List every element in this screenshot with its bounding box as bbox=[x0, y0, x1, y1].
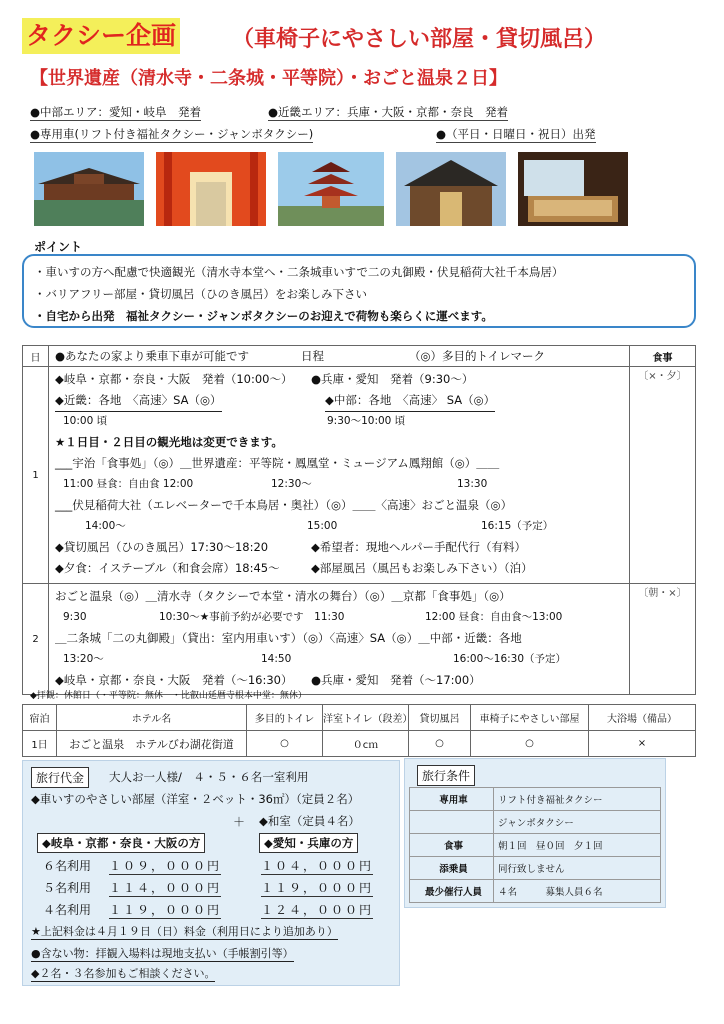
day1-depart-b: ●兵庫・愛知 発着（9:30〜） bbox=[311, 372, 474, 386]
hotel-cell: ○ bbox=[409, 731, 471, 757]
price-note-small-group: ◆２名・３名参加もご相談ください。 bbox=[31, 967, 216, 980]
day1-room-bath: ◆部屋風呂（風呂もお楽しみ下さい）（泊） bbox=[311, 561, 533, 575]
day2-schedule bbox=[49, 584, 630, 695]
price-area-b: １１９，０００円 bbox=[261, 881, 374, 895]
day2-time: 12:00 昼食：自由食〜13:00 bbox=[425, 611, 563, 623]
photo-nijo-castle bbox=[396, 152, 506, 226]
page-subtitle: （車椅子にやさしい部屋・貸切風呂） bbox=[232, 27, 607, 52]
price-label: 旅行代金 bbox=[31, 767, 89, 788]
photo-hinoki-bath bbox=[518, 152, 628, 226]
area-b-header: ◆愛知・兵庫の方 bbox=[259, 833, 358, 853]
room-japanese: ◆和室（定員４名） bbox=[259, 814, 360, 828]
hotel-header: 貸切風呂 bbox=[409, 705, 471, 731]
price-area-a: １０９，０００円 bbox=[109, 859, 222, 873]
day1-time-b: 9:30〜10:00 頃 bbox=[327, 415, 406, 427]
day2-return-b: ●兵庫・愛知 発着（〜17:00） bbox=[311, 673, 481, 687]
cond-key: 添乗員 bbox=[410, 857, 494, 880]
price-box bbox=[22, 760, 400, 986]
hotel-cell: × bbox=[589, 731, 696, 757]
point-item: ・自宅から出発 福祉タクシー・ジャンボタクシーのお迎えで荷物も楽らくに運べます。 bbox=[34, 309, 493, 323]
itinerary-table bbox=[22, 345, 696, 695]
day1-time: 16:15（予定） bbox=[481, 520, 554, 532]
col-day: 日 bbox=[23, 346, 49, 367]
day1-fushimi-ogoto: ___伏見稲荷大社（エレベーターで千本鳥居・奥社）（◎）＿＿〈高速〉おごと温泉（◎） bbox=[55, 498, 513, 512]
conditions-box bbox=[404, 758, 666, 908]
area-a-header: ◆岐阜・京都・奈良・大阪の方 bbox=[37, 833, 205, 853]
day1-schedule bbox=[49, 367, 630, 584]
day1-change-note: ★１日目・２日目の観光地は変更できます。 bbox=[55, 435, 283, 449]
hotel-header: 車椅子にやさしい部屋 bbox=[471, 705, 589, 731]
price-area-b: １０４，０００円 bbox=[261, 859, 374, 873]
conditions-label: 旅行条件 bbox=[417, 765, 475, 786]
day2-time: 14:50 bbox=[261, 653, 292, 665]
points-box bbox=[22, 254, 696, 328]
schedule-label: 日程 bbox=[301, 349, 324, 363]
day1-private-bath: ◆貸切風呂（ひのき風呂）17:30〜18:20 bbox=[55, 540, 269, 554]
price-note-excluded: ●含ない物：拝観入場料は現地支払い（手帳割引等） bbox=[31, 947, 294, 960]
photo-pagoda bbox=[278, 152, 384, 226]
photo-byodoin bbox=[34, 152, 144, 226]
hotel-cell: ○ bbox=[247, 731, 323, 757]
hotel-header: 大浴場（備品） bbox=[589, 705, 696, 731]
price-row-label: ４名利用 bbox=[43, 903, 92, 917]
day2-time: 10:30〜★事前予約が必要です 11:30 bbox=[159, 611, 345, 623]
cond-key: 専用車 bbox=[410, 788, 494, 811]
day2-kiyomizu: おごと温泉（◎）＿清水寺（タクシーで本堂・清水の舞台）（◎）＿京都「食事処」（◎） bbox=[55, 589, 511, 603]
day1-number: 1 bbox=[23, 367, 49, 584]
day2-time: 16:00〜16:30（予定） bbox=[453, 653, 567, 665]
price-area-b: １２４，０００円 bbox=[261, 903, 374, 917]
cond-key bbox=[410, 811, 494, 834]
area-chubu: ●中部エリア：愛知・岐阜 発着 bbox=[30, 105, 202, 119]
day2-return-a: ◆岐阜・京都・奈良・大阪 発着（〜16:30） bbox=[55, 673, 293, 687]
cond-key: 食事 bbox=[410, 834, 494, 857]
area-kinki: ●近畿エリア：兵庫・大阪・京都・奈良 発着 bbox=[268, 105, 509, 119]
cond-key: 最少催行人員 bbox=[410, 880, 494, 903]
day1-meal: 〔×・夕〕 bbox=[630, 367, 696, 584]
room-barrier-free: ◆車いすのやさしい部屋（洋室・２ベット・36㎡）（定員２名） bbox=[31, 792, 360, 806]
cond-value: リフト付き福祉タクシー bbox=[494, 788, 661, 811]
day1-route-b: ◆中部：各地 〈高速〉 SA（◎） bbox=[325, 390, 495, 412]
day1-time: 15:00 bbox=[307, 520, 338, 532]
day1-time: 12:30〜 bbox=[271, 478, 312, 490]
day2-meal: 〔朝・×〕 bbox=[630, 584, 696, 695]
pickup-note: ●あなたの家より乗車下車が可能です bbox=[55, 349, 250, 363]
photo-fushimi-inari bbox=[156, 152, 266, 226]
plus-sign: ＋ bbox=[233, 815, 246, 829]
day1-time: 14:00〜 bbox=[85, 520, 126, 532]
conditions-table bbox=[409, 787, 661, 903]
day1-depart-a: ◆岐阜・京都・奈良・大阪 発着（10:00〜） bbox=[55, 372, 293, 386]
hotel-header: 多目的トイレ bbox=[247, 705, 323, 731]
cond-value: 朝１回 昼０回 夕１回 bbox=[494, 834, 661, 857]
day1-dinner: ◆夕食：イステーブル（和食会席）18:45〜 bbox=[55, 561, 280, 575]
hotel-table bbox=[22, 704, 696, 757]
points-title: ポイント bbox=[34, 240, 83, 254]
col-schedule bbox=[49, 346, 630, 367]
price-row-label: ５名利用 bbox=[43, 881, 92, 895]
day2-time: 9:30 bbox=[63, 611, 87, 623]
price-note-date: ★上記料金は４月１９日（日）料金（利用日により追加あり） bbox=[31, 925, 338, 938]
hotel-header: 洋室トイレ（段差） bbox=[323, 705, 409, 731]
hotel-header: ホテル名 bbox=[57, 705, 247, 731]
hotel-cell: ○ bbox=[471, 731, 589, 757]
day2-nijo: ＿二条城「二の丸御殿」（貸出：室内用車いす）（◎）〈高速〉SA（◎）＿中部・近畿：各地 bbox=[55, 631, 522, 645]
day1-route-a: ◆近畿：各地 〈高速〉SA（◎） bbox=[55, 390, 222, 412]
vehicle-info: ●専用車(リフト付き福祉タクシー・ジャンボタクシー) bbox=[30, 127, 314, 141]
tour-name: 【世界遺産（清水寺・二条城・平等院）・おごと温泉２日】 bbox=[30, 68, 507, 89]
price-row-label: ６名利用 bbox=[43, 859, 92, 873]
hotel-cell: ０cｍ bbox=[323, 731, 409, 757]
day1-time: 13:30 bbox=[457, 478, 488, 490]
cond-value: ジャンボタクシー bbox=[494, 811, 661, 834]
cond-value: ４名 募集人員６名 bbox=[494, 880, 661, 903]
day2-time: 13:20〜 bbox=[63, 653, 104, 665]
point-item: ・バリアフリー部屋・貸切風呂（ひのき風呂）をお楽しみ下さい bbox=[34, 287, 368, 301]
toilet-mark-note: （◎）多目的トイレマーク bbox=[409, 349, 545, 363]
hotel-name: おごと温泉 ホテルびわ湖花街道 bbox=[57, 731, 247, 757]
excursion-note: ◆拝観：休館日（・平等院：無休 ・比叡山延暦寺根本中堂：無休） bbox=[30, 691, 307, 701]
hotel-header: 宿泊 bbox=[23, 705, 57, 731]
departure-days: ●（平日・日曜日・祝日）出発 bbox=[436, 127, 596, 141]
col-meal: 食事 bbox=[630, 346, 696, 367]
day1-time-a: 10:00 頃 bbox=[63, 415, 108, 427]
page-title: タクシー企画 bbox=[22, 18, 180, 54]
day1-time: 11:00 昼食：自由食 12:00 bbox=[63, 478, 194, 490]
price-area-a: １１４，０００円 bbox=[109, 881, 222, 895]
hotel-cell: 1日 bbox=[23, 731, 57, 757]
price-area-a: １１９，０００円 bbox=[109, 903, 222, 917]
day2-number: 2 bbox=[23, 584, 49, 695]
price-per-person: 大人お一人様/ ４・５・６名一室利用 bbox=[109, 770, 309, 784]
day1-helper: ◆希望者：現地ヘルパー手配代行（有料） bbox=[311, 540, 527, 554]
point-item: ・車いすの方へ配慮で快適観光（清水寺本堂へ・二条城車いすで二の丸御殿・伏見稲荷大社千本鳥居） bbox=[34, 265, 564, 279]
cond-value: 同行致しません bbox=[494, 857, 661, 880]
day1-uji-byodoin: ___宇治「食事処」（◎）＿世界遺産：平等院・鳳凰堂・ミュージアム鳳翔館（◎）＿＿ bbox=[55, 456, 500, 470]
